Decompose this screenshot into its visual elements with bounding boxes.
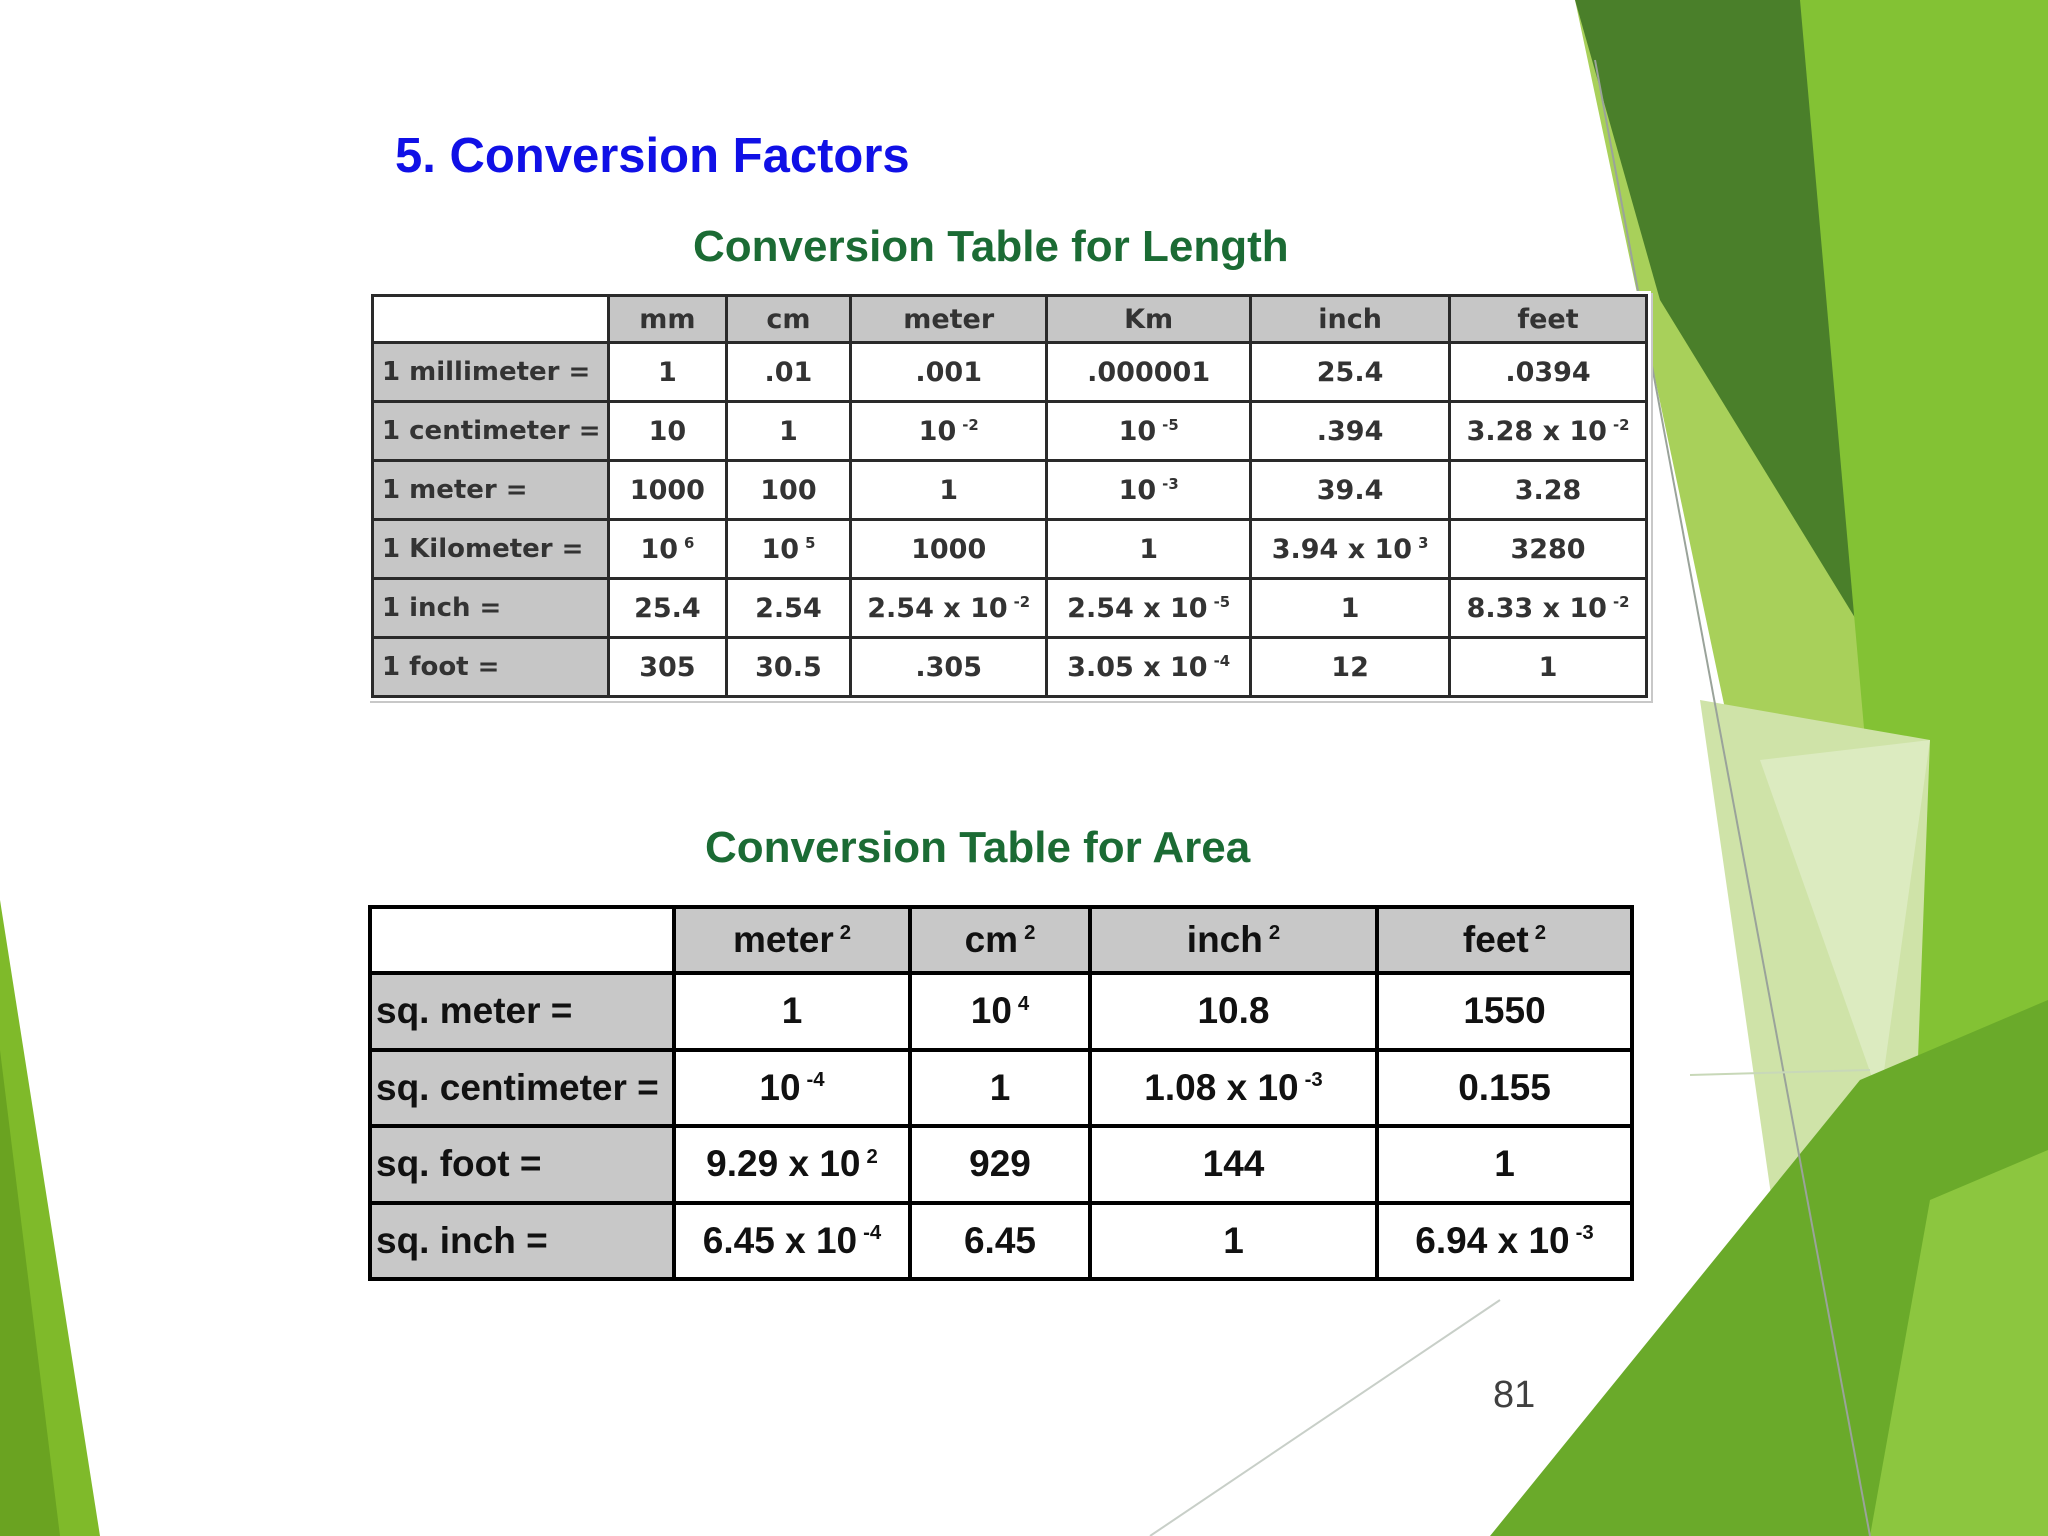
- length-value-cell: [1251, 579, 1450, 638]
- length-value-cell: [726, 343, 851, 402]
- value-base: 10: [761, 533, 800, 565]
- length-value-cell: [1450, 461, 1647, 520]
- area-table-body: [370, 973, 1632, 1279]
- value-base: .0394: [1505, 356, 1591, 388]
- value-exponent: -2: [1013, 592, 1031, 611]
- area-value-cell: [1377, 1050, 1632, 1127]
- value-exponent: -3: [1575, 1222, 1594, 1245]
- area-value-cell: [1090, 1203, 1377, 1280]
- value-base: 10.8: [1197, 990, 1270, 1032]
- length-value-cell: [1047, 579, 1251, 638]
- value-base: 10: [648, 415, 687, 447]
- value-base: 100: [760, 474, 817, 506]
- length-value-cell: [609, 343, 727, 402]
- value-base: 39.4: [1316, 474, 1384, 506]
- value-base: 25.4: [634, 592, 701, 624]
- value-exponent: 4: [1017, 992, 1030, 1015]
- value-base: 929: [969, 1143, 1031, 1185]
- value-base: 1: [781, 990, 803, 1032]
- value-base: 1: [939, 474, 959, 506]
- value-exponent: 2: [1534, 921, 1547, 944]
- length-value-cell: [1251, 638, 1450, 697]
- area-table-row: [370, 973, 1632, 1050]
- length-row-label: 1 millimeter =: [373, 343, 609, 402]
- value-base: 1: [989, 1066, 1011, 1108]
- length-value-cell: [851, 638, 1047, 697]
- length-table-container: [368, 291, 1651, 701]
- value-base: 10: [918, 415, 957, 447]
- length-value-cell: [726, 638, 851, 697]
- length-table-row: [373, 461, 1647, 520]
- length-table-body: [373, 343, 1647, 697]
- area-header-cell: [1377, 907, 1632, 973]
- length-table-row: [373, 520, 1647, 579]
- length-value-cell: [1251, 343, 1450, 402]
- value-exponent: -4: [1213, 651, 1231, 670]
- value-exponent: 5: [805, 533, 816, 552]
- value-base: feet: [1462, 919, 1529, 960]
- value-base: 10: [759, 1066, 801, 1108]
- area-row-label: sq. centimeter =: [370, 1050, 674, 1127]
- length-value-cell: [851, 461, 1047, 520]
- value-base: inch: [1186, 919, 1263, 960]
- value-base: 8.33 x 10: [1466, 592, 1607, 624]
- length-value-cell: [1047, 461, 1251, 520]
- value-base: 144: [1202, 1143, 1265, 1185]
- area-header-cell: [674, 907, 910, 973]
- value-base: 305: [639, 651, 696, 683]
- value-base: .394: [1316, 415, 1384, 447]
- length-header-cell: meter: [851, 296, 1047, 343]
- length-value-cell: [609, 638, 727, 697]
- value-base: 1000: [911, 533, 987, 565]
- length-value-cell: [726, 402, 851, 461]
- value-base: .01: [764, 356, 813, 388]
- value-base: 3.94 x 10: [1271, 533, 1413, 565]
- length-header-cell: Km: [1047, 296, 1251, 343]
- value-exponent: -4: [863, 1222, 882, 1245]
- length-value-cell: [726, 520, 851, 579]
- value-base: 6.45: [963, 1219, 1036, 1261]
- area-value-cell: [674, 1203, 910, 1280]
- length-value-cell: [851, 520, 1047, 579]
- length-value-cell: [726, 579, 851, 638]
- length-conversion-table: [371, 294, 1648, 698]
- area-value-cell: [1377, 973, 1632, 1050]
- length-value-cell: [726, 461, 851, 520]
- area-row-label: sq. foot =: [370, 1126, 674, 1203]
- length-row-label: 1 Kilometer =: [373, 520, 609, 579]
- value-exponent: 2: [839, 921, 852, 944]
- length-value-cell: [1251, 461, 1450, 520]
- length-value-cell: [1450, 520, 1647, 579]
- area-value-cell: [1090, 973, 1377, 1050]
- value-exponent: -5: [1162, 415, 1179, 434]
- value-base: 0.155: [1458, 1066, 1551, 1108]
- value-base: 6.94 x 10: [1415, 1219, 1570, 1261]
- area-value-cell: [910, 1203, 1090, 1280]
- length-header-row: [373, 296, 1647, 343]
- value-base: 1: [1494, 1143, 1515, 1185]
- area-table-row: [370, 1050, 1632, 1127]
- length-row-label: 1 centimeter =: [373, 402, 609, 461]
- value-base: 12: [1331, 651, 1369, 683]
- value-base: 1: [657, 356, 677, 388]
- value-base: 10: [640, 533, 678, 565]
- area-table-title: Conversion Table for Area: [705, 823, 1251, 872]
- area-table-row: [370, 1203, 1632, 1280]
- area-header-cell: [1090, 907, 1377, 973]
- length-value-cell: [851, 402, 1047, 461]
- value-exponent: -3: [1304, 1069, 1323, 1092]
- area-header-row: [370, 907, 1632, 973]
- area-table-row: [370, 1126, 1632, 1203]
- length-row-label: 1 inch =: [373, 579, 609, 638]
- length-value-cell: [1047, 520, 1251, 579]
- area-row-label: sq. inch =: [370, 1203, 674, 1280]
- page-number: 81: [1493, 1374, 1536, 1416]
- length-value-cell: [1047, 402, 1251, 461]
- length-table-row: [373, 343, 1647, 402]
- thin-accent-line-2: [1150, 1300, 1500, 1536]
- value-exponent: -2: [1612, 415, 1630, 434]
- value-base: 3280: [1510, 533, 1586, 565]
- area-corner-cell: [370, 907, 674, 973]
- value-base: 1000: [629, 474, 705, 506]
- value-base: 1: [1223, 1219, 1244, 1261]
- area-value-cell: [910, 973, 1090, 1050]
- length-value-cell: [1450, 579, 1647, 638]
- area-value-cell: [674, 1126, 910, 1203]
- length-header-cell: inch: [1251, 296, 1450, 343]
- length-table-title: Conversion Table for Length: [693, 222, 1289, 271]
- area-row-label: sq. meter =: [370, 973, 674, 1050]
- value-exponent: 6: [684, 533, 695, 552]
- value-exponent: -2: [1612, 592, 1630, 611]
- length-value-cell: [1450, 638, 1647, 697]
- area-value-cell: [1377, 1126, 1632, 1203]
- area-conversion-table: [368, 905, 1634, 1281]
- length-value-cell: [1450, 343, 1647, 402]
- length-value-cell: [851, 579, 1047, 638]
- value-base: meter: [732, 919, 834, 960]
- length-row-label: 1 foot =: [373, 638, 609, 697]
- value-base: 10: [1118, 474, 1157, 506]
- slide-title: 5. Conversion Factors: [395, 129, 910, 183]
- length-header-cell: cm: [726, 296, 851, 343]
- area-header-cell: [910, 907, 1090, 973]
- value-exponent: 2: [866, 1145, 878, 1168]
- value-base: 2.54: [755, 592, 822, 624]
- area-value-cell: [674, 1050, 910, 1127]
- length-header-cell: feet: [1450, 296, 1647, 343]
- length-value-cell: [609, 461, 727, 520]
- value-base: 3.28: [1514, 474, 1582, 506]
- value-base: 1: [1538, 651, 1558, 683]
- length-header-cell: mm: [609, 296, 727, 343]
- value-base: 25.4: [1316, 356, 1384, 388]
- value-base: 10: [1118, 415, 1157, 447]
- value-exponent: -5: [1213, 592, 1231, 611]
- value-exponent: -3: [1162, 474, 1179, 493]
- length-value-cell: [609, 520, 727, 579]
- value-exponent: 2: [1268, 921, 1281, 944]
- area-value-cell: [910, 1050, 1090, 1127]
- value-base: cm: [964, 919, 1019, 960]
- length-value-cell: [1251, 402, 1450, 461]
- value-base: 1: [779, 415, 798, 447]
- value-exponent: 2: [1024, 921, 1036, 944]
- value-base: 6.45 x 10: [702, 1219, 858, 1261]
- value-base: 2.54 x 10: [867, 592, 1008, 624]
- value-base: 9.29 x 10: [706, 1143, 861, 1185]
- area-value-cell: [1090, 1050, 1377, 1127]
- length-corner-cell: [373, 296, 609, 343]
- length-value-cell: [1251, 520, 1450, 579]
- length-table-row: [373, 579, 1647, 638]
- value-base: .000001: [1087, 356, 1211, 388]
- length-value-cell: [851, 343, 1047, 402]
- value-base: 10: [970, 990, 1012, 1032]
- value-exponent: -2: [962, 415, 979, 434]
- length-value-cell: [1450, 402, 1647, 461]
- length-value-cell: [609, 579, 727, 638]
- length-value-cell: [1047, 343, 1251, 402]
- value-base: 2.54 x 10: [1067, 592, 1208, 624]
- value-base: 30.5: [755, 651, 822, 683]
- length-value-cell: [1047, 638, 1251, 697]
- value-base: 1: [1139, 533, 1159, 565]
- value-base: .305: [915, 651, 982, 683]
- length-value-cell: [609, 402, 727, 461]
- length-table-row: [373, 638, 1647, 697]
- value-exponent: 3: [1418, 533, 1429, 552]
- length-row-label: 1 meter =: [373, 461, 609, 520]
- value-base: 3.28 x 10: [1466, 415, 1607, 447]
- area-value-cell: [910, 1126, 1090, 1203]
- value-base: .001: [915, 356, 982, 388]
- value-base: 3.05 x 10: [1067, 651, 1208, 683]
- value-base: 1.08 x 10: [1144, 1066, 1299, 1108]
- value-base: 1550: [1463, 990, 1546, 1032]
- value-base: 1: [1340, 592, 1360, 624]
- value-exponent: -4: [806, 1069, 825, 1092]
- length-table-row: [373, 402, 1647, 461]
- area-value-cell: [1090, 1126, 1377, 1203]
- area-value-cell: [674, 973, 910, 1050]
- area-value-cell: [1377, 1203, 1632, 1280]
